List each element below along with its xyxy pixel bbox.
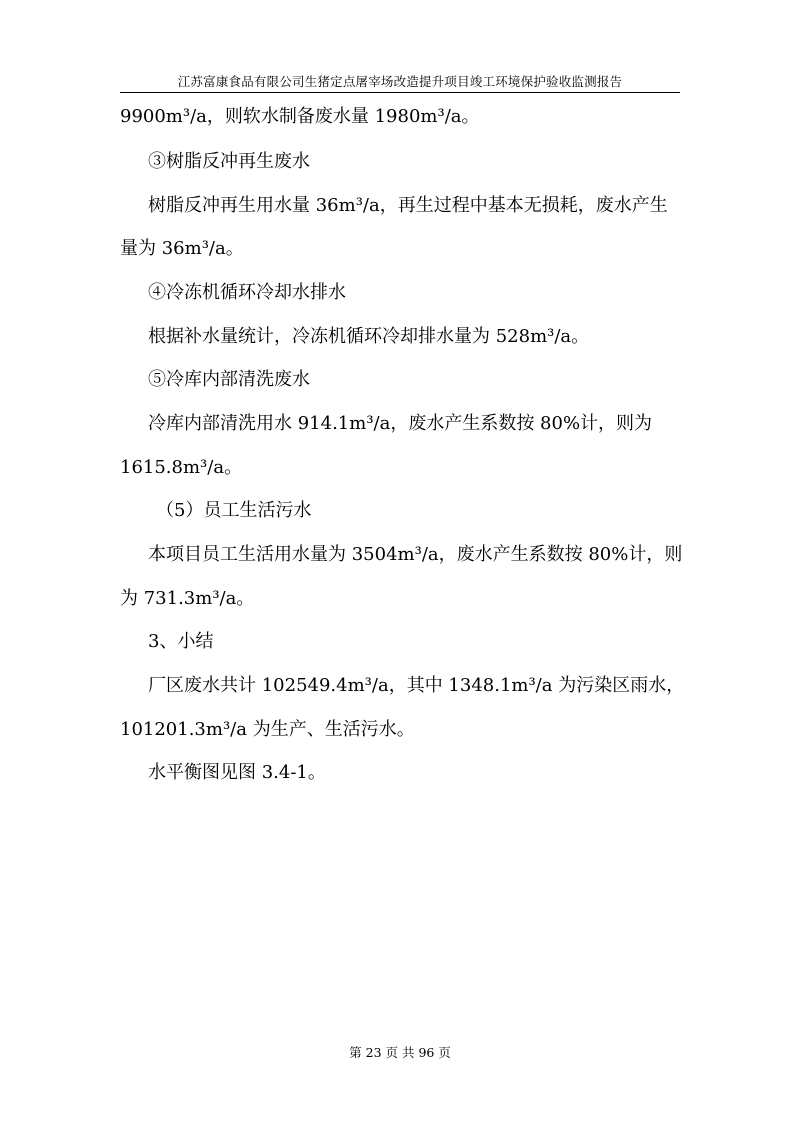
text-line-15: 101201.3m³/a 为生产、生活污水。 [120,719,415,740]
subheading-staff-sewage: （5）员工生活污水 [156,500,312,521]
text-line-12: 为 731.3m³/a。 [120,588,255,609]
page-header: 江苏富康食品有限公司生猪定点屠宰场改造提升项目竣工环境保护验收监测报告 [177,74,623,89]
subheading-summary: 3、小结 [148,631,214,652]
text-line-9: 1615.8m³/a。 [120,457,243,478]
text-line-3: 树脂反冲再生用水量 36m³/a，再生过程中基本无损耗，废水产生 [148,195,668,216]
text-line-16: 水平衡图见图 3.4-1。 [148,762,326,783]
text-line-8: 冷库内部清洗用水 914.1m³/a，废水产生系数按 80%计，则为 [148,413,653,434]
text-line-6: 根据补水量统计，冷冻机循环冷却排水量为 528m³/a。 [148,326,590,347]
text-line-1: 9900m³/a，则软水制备废水量 1980m³/a。 [120,106,480,127]
text-line-11: 本项目员工生活用水量为 3504m³/a，废水产生系数按 80%计，则 [148,544,683,565]
page-number: 第 23 页 共 96 页 [349,1045,451,1060]
subheading-resin-backwash: ③树脂反冲再生废水 [148,151,310,172]
header-divider [120,92,680,93]
text-line-14: 厂区废水共计 102549.4m³/a，其中 1348.1m³/a 为污染区雨水， [148,675,685,696]
subheading-chiller-cooling: ④冷冻机循环冷却水排水 [148,282,346,303]
text-line-4: 量为 36m³/a。 [120,238,244,259]
subheading-cold-storage: ⑤冷库内部清洗废水 [148,369,310,390]
